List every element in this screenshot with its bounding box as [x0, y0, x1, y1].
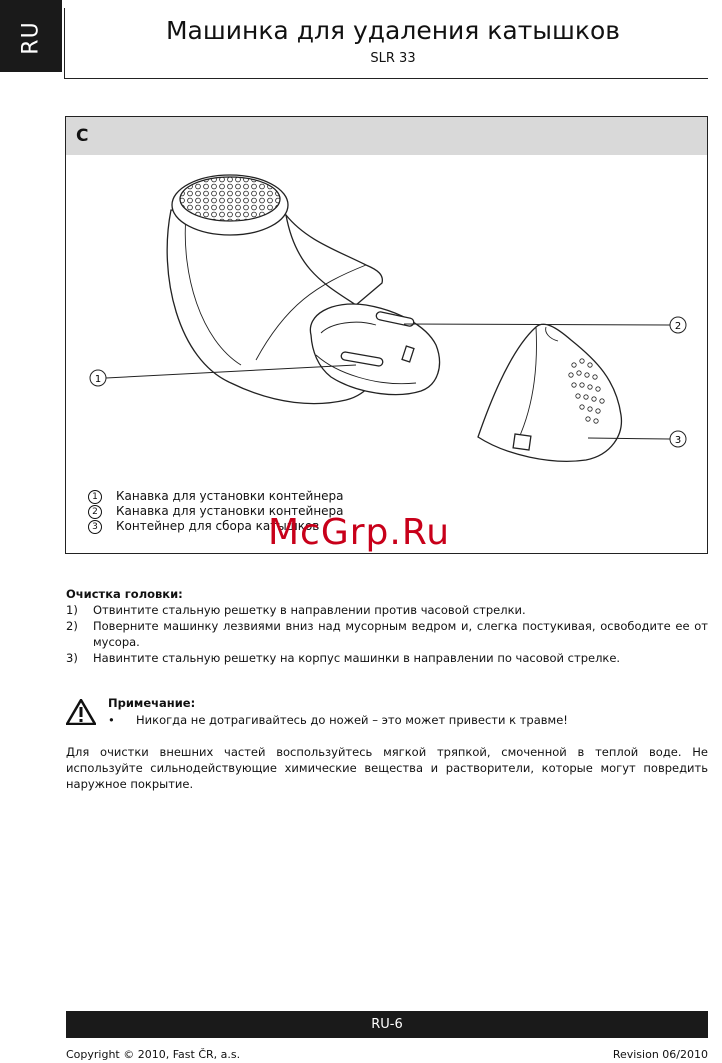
language-tab [0, 0, 62, 72]
page-number: RU-6 [371, 1017, 403, 1032]
step-text: Поверните машинку лезвиями вниз над мусорным ведром и, слегка постукивая, освободите ее от мусора. [93, 619, 708, 649]
callout-number-3: 3 [674, 435, 682, 446]
page-number-bar [66, 1011, 708, 1038]
step-number: 3) [66, 651, 78, 665]
legend-item [88, 489, 344, 504]
step-text: Отвинтите стальную решетку в направлении против часовой стрелки. [93, 603, 526, 617]
note-bullet: • [108, 713, 115, 727]
step-item [66, 618, 708, 650]
legend-text: Канавка для установки контейнера [116, 504, 344, 518]
warning-triangle-icon [66, 699, 96, 725]
cleaning-paragraph: Для очистки внешних частей воспользуйтесь мягкой тряпкой, смоченной в теплой воде. Не используйте сильнодействующие химические вещества и растворители, которые могут повредить наружное покрытие. [66, 745, 708, 791]
model-number: SLR 33 [370, 51, 416, 66]
step-item [66, 602, 708, 618]
steel-grid [180, 177, 280, 221]
step-number: 2) [66, 619, 78, 633]
step-item [66, 650, 708, 666]
copyright: Copyright © 2010, Fast ČR, a.s. [66, 1048, 241, 1061]
language-code: RU [18, 21, 44, 55]
header-divider-horizontal [64, 78, 708, 79]
figure-label: C [76, 126, 89, 146]
callout-3 [670, 431, 686, 447]
cleaning-section [66, 586, 708, 666]
device-body [167, 175, 439, 404]
note-text: Никогда не дотрагивайтесь до ножей – это может привести к травме! [136, 713, 568, 727]
callout-number-1: 1 [94, 374, 102, 385]
watermark: McGrp.Ru [268, 512, 451, 553]
callout-1 [90, 370, 106, 386]
lint-remover-illustration [66, 155, 707, 485]
figure-panel [65, 116, 708, 554]
callout-number-2: 2 [674, 321, 682, 332]
figure-header [66, 117, 707, 155]
document-title: Машинка для удаления катышков [165, 16, 621, 45]
revision: Revision 06/2010 [612, 1048, 708, 1061]
callout-line-2 [404, 324, 670, 325]
section-heading: Очистка головки: [66, 587, 183, 601]
legend-number: 1 [88, 490, 102, 504]
legend-text: Канавка для установки контейнера [116, 489, 344, 503]
note-item [108, 712, 568, 728]
legend-text: Контейнер для сбора катышков [116, 519, 320, 533]
step-text: Навинтите стальную решетку на корпус машинки в направлении по часовой стрелке. [93, 651, 621, 665]
legend-number: 2 [88, 505, 102, 519]
note-title: Примечание: [108, 696, 196, 710]
callout-2 [670, 317, 686, 333]
step-number: 1) [66, 603, 78, 617]
lint-container [478, 324, 621, 461]
legend-number: 3 [88, 520, 102, 534]
